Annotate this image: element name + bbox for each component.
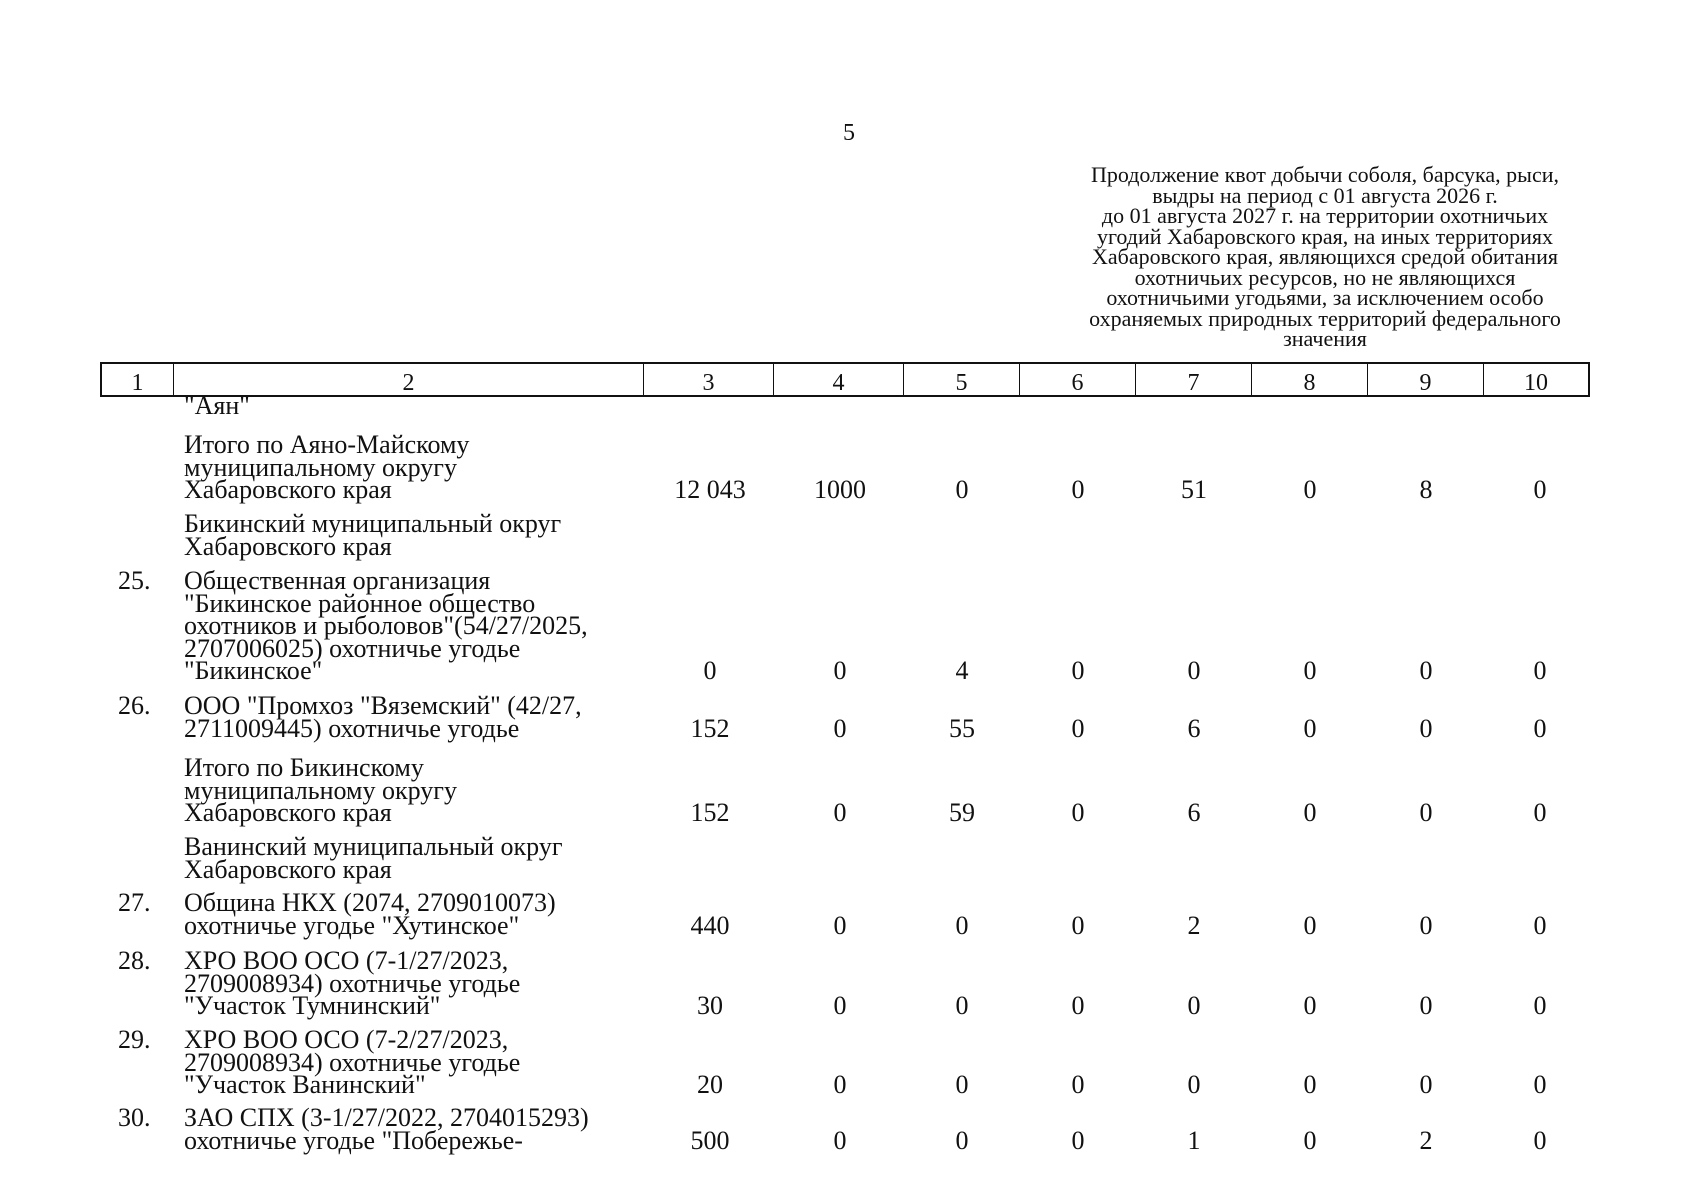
page-number: 5 bbox=[843, 120, 855, 146]
row-value-col-7: 0 bbox=[1187, 656, 1201, 685]
row-name-line: охотников и рыболовов"(54/27/2025, bbox=[184, 611, 588, 640]
row-name-line: Ванинский муниципальный округ bbox=[184, 832, 563, 861]
column-header: 4 bbox=[774, 364, 904, 395]
row-value-col-10: 0 bbox=[1533, 475, 1547, 504]
row-value-col-7: 0 bbox=[1187, 1070, 1201, 1099]
row-value-col-3: 152 bbox=[690, 798, 730, 827]
row-value-col-4: 0 bbox=[833, 910, 847, 940]
row-value-col-9: 0 bbox=[1419, 1070, 1433, 1099]
row-number: 30. bbox=[118, 1103, 151, 1132]
column-header: 2 bbox=[174, 364, 644, 395]
caption-line: угодий Хабаровского края, на иных территориях bbox=[1096, 223, 1554, 249]
row-value-col-7: 0 bbox=[1187, 991, 1201, 1020]
row-name-line: "Аян" bbox=[184, 391, 250, 420]
row-value-col-3: 20 bbox=[697, 1070, 723, 1099]
row-number: 25. bbox=[118, 566, 151, 595]
row-value-col-7: 1 bbox=[1187, 1125, 1201, 1155]
row-value-col-6: 0 bbox=[1071, 475, 1085, 504]
row-value-col-3: 152 bbox=[690, 713, 730, 743]
row-value-col-4: 0 bbox=[833, 713, 847, 743]
row-name-line: Хабаровского края bbox=[184, 854, 392, 884]
row-name-line: муниципальному округу bbox=[184, 775, 457, 805]
row-value-col-7: 51 bbox=[1181, 475, 1207, 504]
row-name-line: 2711009445) охотничье угодье bbox=[184, 713, 520, 743]
row-name-line: "Бикинское районное общество bbox=[184, 588, 536, 618]
row-value-col-6: 0 bbox=[1071, 713, 1085, 743]
row-value-col-6: 0 bbox=[1071, 656, 1085, 685]
row-value-col-7: 6 bbox=[1187, 798, 1201, 827]
row-name-line: охотничье угодье "Хутинское" bbox=[184, 910, 520, 940]
row-value-col-9: 2 bbox=[1419, 1125, 1433, 1155]
row-value-col-5: 59 bbox=[949, 798, 975, 827]
row-value-col-4: 0 bbox=[833, 656, 847, 685]
column-header: 3 bbox=[644, 364, 774, 395]
row-value-col-9: 0 bbox=[1419, 713, 1433, 743]
column-header: 6 bbox=[1020, 364, 1136, 395]
row-value-col-3: 30 bbox=[697, 991, 723, 1020]
row-value-col-6: 0 bbox=[1071, 798, 1085, 827]
row-name bbox=[184, 888, 654, 940]
column-header: 1 bbox=[102, 364, 174, 395]
caption-line: Продолжение квот добычи соболя, барсука, рыси, bbox=[1090, 162, 1559, 187]
row-name-line: "Бикинское" bbox=[184, 656, 323, 685]
row-value-col-9: 0 bbox=[1419, 991, 1433, 1020]
row-value-col-10: 0 bbox=[1533, 910, 1547, 940]
column-header: 8 bbox=[1252, 364, 1368, 395]
row-name-line: Хабаровского края bbox=[184, 798, 392, 827]
row-value-col-5: 0 bbox=[955, 1125, 969, 1155]
caption-line: до 01 августа 2027 г. на территории охотничьих bbox=[1101, 203, 1549, 228]
row-value-col-5: 0 bbox=[955, 475, 969, 504]
row-value-col-4: 0 bbox=[833, 991, 847, 1020]
row-value-col-4: 0 bbox=[833, 1125, 847, 1155]
row-name bbox=[184, 430, 654, 504]
row-value-col-10: 0 bbox=[1533, 656, 1547, 685]
row-value-col-8: 0 bbox=[1303, 798, 1317, 827]
row-value-col-9: 0 bbox=[1419, 910, 1433, 940]
row-value-col-7: 2 bbox=[1187, 910, 1201, 940]
row-name-line: муниципальному округу bbox=[184, 452, 457, 482]
row-value-col-10: 0 bbox=[1533, 991, 1547, 1020]
row-value-col-8: 0 bbox=[1303, 475, 1317, 504]
row-name-line: 2709008934) охотничье угодье bbox=[184, 968, 521, 998]
row-value-col-8: 0 bbox=[1303, 991, 1317, 1020]
caption-line: охраняемых природных территорий федерального bbox=[1089, 305, 1561, 331]
table-caption bbox=[1060, 162, 1590, 351]
column-header: 9 bbox=[1368, 364, 1484, 395]
row-number: 28. bbox=[118, 946, 151, 975]
column-header: 5 bbox=[904, 364, 1020, 395]
row-value-col-10: 0 bbox=[1533, 1125, 1547, 1155]
row-name-line: "Участок Тумнинский" bbox=[184, 991, 441, 1020]
row-name-line: Хабаровского края bbox=[184, 531, 392, 561]
row-name bbox=[184, 1103, 654, 1155]
caption-line: значения bbox=[1283, 326, 1367, 351]
row-number: 26. bbox=[118, 691, 151, 720]
row-value-col-10: 0 bbox=[1533, 713, 1547, 743]
row-name-line: Итого по Бикинскому bbox=[184, 753, 424, 782]
row-value-col-6: 0 bbox=[1071, 910, 1085, 940]
row-value-col-6: 0 bbox=[1071, 991, 1085, 1020]
row-value-col-9: 8 bbox=[1419, 475, 1433, 504]
row-name-line: ЗАО СПХ (3-1/27/2022, 2704015293) bbox=[184, 1103, 589, 1132]
row-value-col-10: 0 bbox=[1533, 798, 1547, 827]
column-header: 7 bbox=[1136, 364, 1252, 395]
row-name bbox=[184, 832, 654, 884]
row-name-line: Община НКХ (2074, 2709010073) bbox=[184, 888, 556, 917]
row-number: 29. bbox=[118, 1025, 151, 1054]
row-value-col-5: 4 bbox=[955, 656, 969, 685]
caption-line: Хабаровского края, являющихся средой обитания bbox=[1092, 244, 1558, 269]
column-header: 10 bbox=[1524, 370, 1548, 396]
caption-line: охотничьими угодьями, за исключением особо bbox=[1106, 285, 1544, 310]
row-value-col-5: 0 bbox=[955, 991, 969, 1020]
row-value-col-8: 0 bbox=[1303, 656, 1317, 685]
row-value-col-8: 0 bbox=[1303, 1070, 1317, 1099]
row-name-line: Итого по Аяно-Майскому bbox=[184, 430, 470, 459]
row-value-col-4: 0 bbox=[833, 1070, 847, 1099]
row-value-col-6: 0 bbox=[1071, 1070, 1085, 1099]
row-value-col-4: 0 bbox=[833, 798, 847, 827]
row-name bbox=[184, 1025, 654, 1099]
row-value-col-8: 0 bbox=[1303, 713, 1317, 743]
row-name-line: ХРО ВОО ОСО (7-1/27/2023, bbox=[184, 946, 509, 975]
row-name-line: ХРО ВОО ОСО (7-2/27/2023, bbox=[184, 1025, 509, 1054]
row-value-col-5: 0 bbox=[955, 910, 969, 940]
row-name-line: охотничье угодье "Побережье- bbox=[184, 1125, 523, 1155]
row-value-col-10: 0 bbox=[1533, 1070, 1547, 1099]
caption-line: выдры на период с 01 августа 2026 г. bbox=[1152, 182, 1498, 208]
row-name bbox=[184, 753, 654, 827]
row-value-col-9: 0 bbox=[1419, 798, 1433, 827]
row-value-col-8: 0 bbox=[1303, 1125, 1317, 1155]
row-value-col-4: 1000 bbox=[814, 475, 866, 504]
row-value-col-3: 440 bbox=[690, 910, 730, 940]
row-value-col-6: 0 bbox=[1071, 1125, 1085, 1155]
column-header-row bbox=[100, 362, 1590, 397]
row-value-col-9: 0 bbox=[1419, 656, 1433, 685]
row-value-col-3: 500 bbox=[690, 1125, 730, 1155]
row-value-col-8: 0 bbox=[1303, 910, 1317, 940]
row-name-line: Общественная организация bbox=[184, 566, 491, 595]
row-name bbox=[184, 391, 654, 420]
row-value-col-5: 0 bbox=[955, 1070, 969, 1099]
row-name-line: 2707006025) охотничье угодье bbox=[184, 633, 521, 663]
row-value-col-7: 6 bbox=[1187, 713, 1201, 743]
row-value-col-5: 55 bbox=[949, 713, 975, 743]
row-value-col-3: 12 043 bbox=[674, 475, 746, 504]
caption-line: охотничьих ресурсов, но не являющихся bbox=[1134, 264, 1516, 290]
row-number: 27. bbox=[118, 888, 151, 917]
row-name-line: Бикинский муниципальный округ bbox=[184, 509, 562, 538]
row-name-line: 2709008934) охотничье угодье bbox=[184, 1047, 521, 1077]
row-name bbox=[184, 566, 654, 685]
row-name-line: ООО "Промхоз "Вяземский" (42/27, bbox=[184, 691, 582, 720]
row-name bbox=[184, 691, 654, 743]
row-name bbox=[184, 509, 654, 561]
row-name bbox=[184, 946, 654, 1020]
row-name-line: "Участок Ванинский" bbox=[184, 1070, 426, 1099]
row-name-line: Хабаровского края bbox=[184, 475, 392, 504]
row-value-col-3: 0 bbox=[703, 656, 717, 685]
